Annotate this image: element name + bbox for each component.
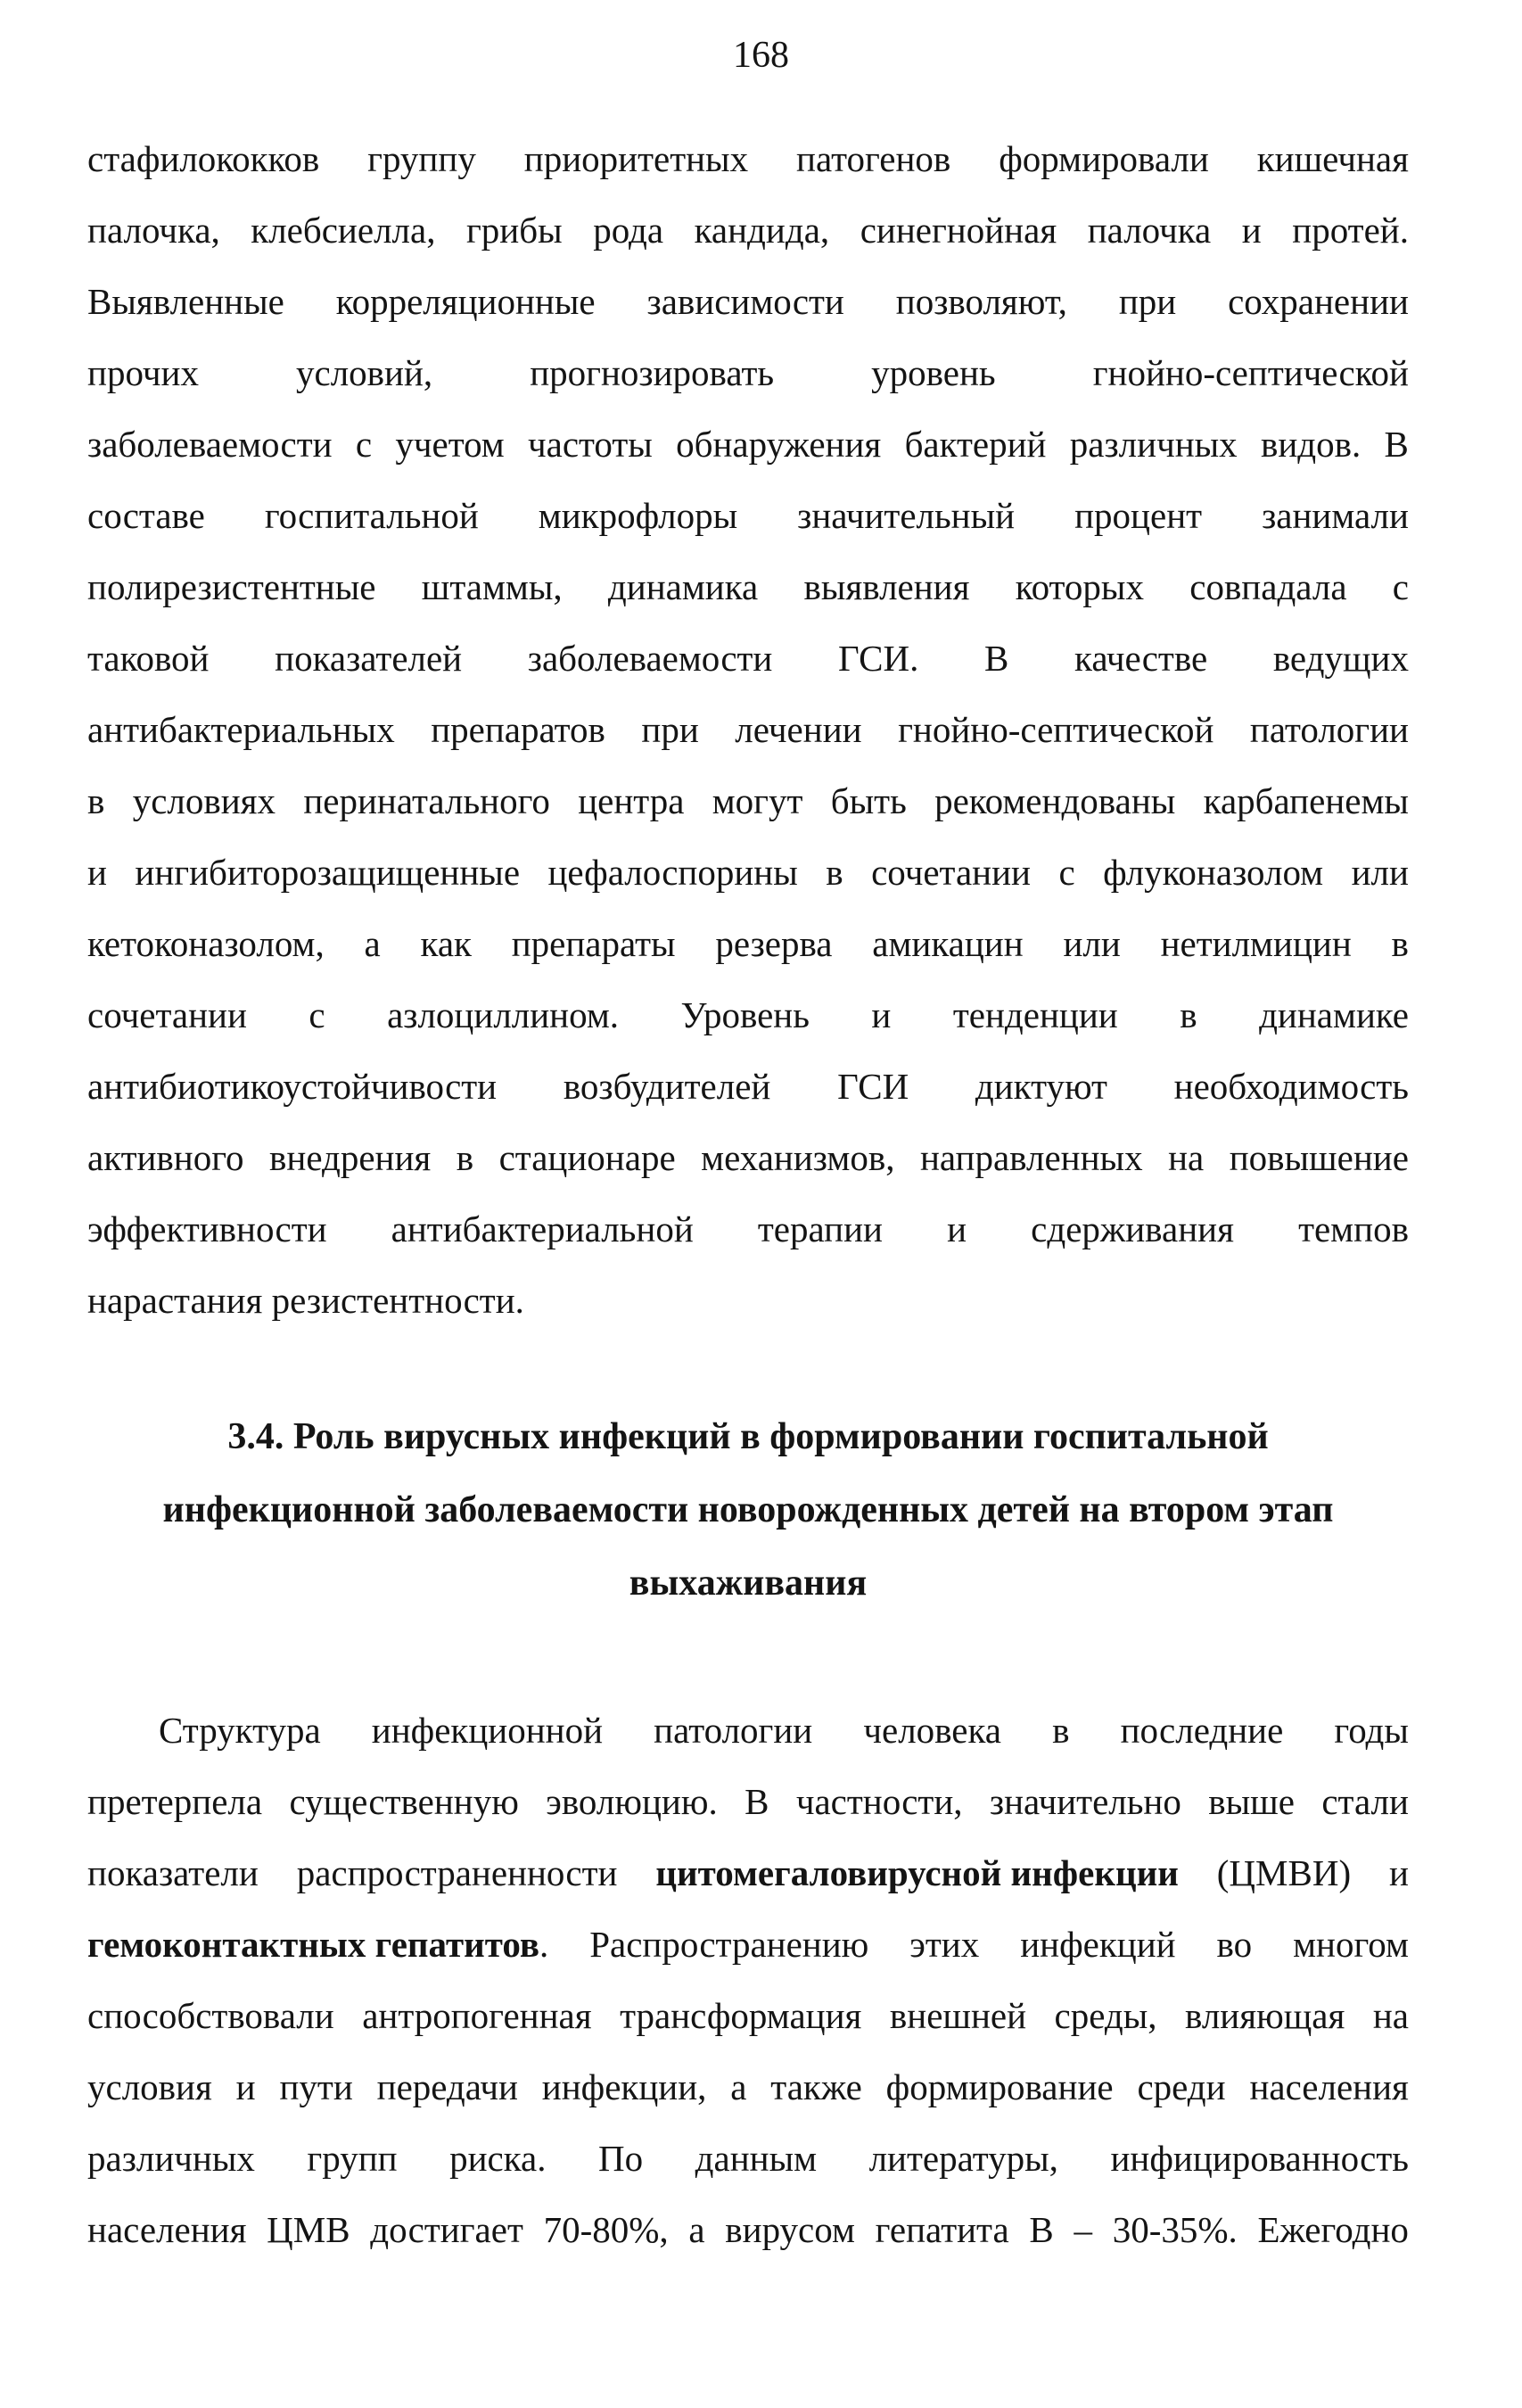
word: патологии (1249, 709, 1409, 750)
word: нетилмицин (1160, 923, 1352, 964)
word: В (745, 1781, 769, 1822)
paragraph-2-line-1 (87, 1695, 1409, 1766)
word: активного (87, 1137, 244, 1178)
word: (ЦМВИ) (1216, 1852, 1352, 1893)
word: при (641, 709, 699, 750)
word: антибиотикоустойчивости (87, 1066, 498, 1107)
word: перинатального (303, 780, 550, 821)
word: антропогенная (362, 1995, 592, 2036)
word: этих (909, 1924, 980, 1965)
word: препараты (511, 923, 676, 964)
word: совпадала (1189, 566, 1347, 607)
word: влияющая (1185, 1995, 1345, 2036)
paragraph-2-line-7 (87, 2123, 1409, 2194)
paragraph-2-line-4 (87, 1909, 1409, 1980)
word: . (539, 1924, 549, 1965)
word: занимали (1262, 495, 1409, 536)
word: или (1351, 852, 1409, 893)
word: пути (279, 2066, 353, 2107)
word: прогнозировать (530, 352, 775, 393)
word: позволяют, (895, 281, 1067, 322)
paragraph-1-line-1 (87, 123, 1409, 194)
word: эволюцию. (546, 1781, 718, 1822)
word: протей. (1292, 210, 1409, 251)
word: лечении (735, 709, 862, 750)
word: резерва (715, 923, 833, 964)
paragraph-1-line-11 (87, 837, 1409, 908)
word: Уровень (680, 994, 810, 1035)
word: рода (593, 210, 664, 251)
word: заболеваемости (527, 638, 773, 679)
word: групп (307, 2138, 398, 2179)
word: достигает (370, 2209, 523, 2250)
word: ГСИ (837, 1066, 909, 1107)
word: направленных (919, 1137, 1143, 1178)
word: с (1392, 566, 1409, 607)
word: необходимость (1173, 1066, 1409, 1107)
word: формирование (885, 2066, 1114, 2107)
word: ГСИ. (838, 638, 919, 679)
word: которых (1015, 566, 1144, 607)
word: По (598, 2138, 644, 2179)
word: повышение (1229, 1137, 1409, 1178)
word: или (1063, 923, 1121, 964)
word: – (1074, 2209, 1092, 2250)
word: а (688, 2209, 705, 2250)
word: и (1389, 1852, 1409, 1893)
word: госпитальной (264, 495, 479, 536)
word: среды, (1054, 1995, 1157, 2036)
word: в (1391, 923, 1409, 964)
section-heading-line-2: инфекционной заболеваемости новорожденных детей на втором этап (162, 1489, 1334, 1530)
word: инфекционной (371, 1710, 604, 1751)
word: сочетании (87, 994, 247, 1035)
word: учетом (395, 424, 505, 465)
word: во (1216, 1924, 1253, 1965)
word: выше (1208, 1781, 1295, 1822)
word: кетоконазолом, (87, 923, 325, 964)
paragraph-1-line-7 (87, 551, 1409, 623)
word: данным (695, 2138, 818, 2179)
word: и (871, 994, 892, 1035)
word: различных (1069, 424, 1238, 465)
word: могут (712, 780, 803, 821)
word: формировали (999, 138, 1209, 179)
word: механизмов, (701, 1137, 895, 1178)
word: претерпела (87, 1781, 263, 1822)
word: эффективности (87, 1208, 327, 1249)
word: 30-35%. (1112, 2209, 1238, 2250)
paragraph-1-line-15 (87, 1122, 1409, 1193)
word: инфицированность (1110, 2138, 1409, 2179)
word: патогенов (796, 138, 951, 179)
word: условиях (132, 780, 276, 821)
word: внешней (889, 1995, 1027, 2036)
paragraph-2-line-8 (87, 2194, 1409, 2265)
word: населения (1249, 2066, 1409, 2107)
word: частности, (795, 1781, 963, 1822)
word: в (456, 1137, 474, 1178)
word: гепатита (875, 2209, 1009, 2250)
word: стафилококков (87, 138, 320, 179)
word: диктуют (975, 1066, 1107, 1107)
word: значительно (989, 1781, 1181, 1822)
paragraph-1-last-text: нарастания резистентности. (87, 1280, 524, 1321)
word: частоты (528, 424, 653, 465)
word: трансформация (620, 1995, 862, 2036)
word: приоритетных (523, 138, 749, 179)
word: Ежегодно (1257, 2209, 1409, 2250)
word: различных (87, 2138, 255, 2179)
word: показатели (87, 1852, 259, 1893)
word: возбудителей (563, 1066, 771, 1107)
word: флуконазолом (1103, 852, 1324, 893)
word: зависимости (646, 281, 844, 322)
word: гнойно-септической (898, 709, 1214, 750)
word: тенденции (952, 994, 1118, 1035)
word: бактерий (904, 424, 1047, 465)
paragraph-1-line-4 (87, 337, 1409, 408)
word: антибактериальных (87, 709, 395, 750)
word: существенную (289, 1781, 519, 1822)
paragraph-1-last-line (87, 1265, 1409, 1336)
word: и (235, 2066, 256, 2107)
word: как (420, 923, 472, 964)
word: цефалоспорины (547, 852, 798, 893)
word: азлоциллином. (387, 994, 620, 1035)
word: среди (1137, 2066, 1226, 2107)
word: патологии (654, 1710, 813, 1751)
word: В (984, 638, 1009, 679)
word: а (364, 923, 381, 964)
word: составе (87, 495, 205, 536)
word: распространенности (296, 1852, 618, 1893)
word: динамика (607, 566, 759, 607)
word: в (1052, 1710, 1070, 1751)
paragraph-1-line-3 (87, 266, 1409, 337)
word: штаммы, (421, 566, 563, 607)
word: В (1384, 424, 1409, 465)
word: сочетании (871, 852, 1031, 893)
word: в (87, 780, 105, 821)
word: обнаружения (676, 424, 882, 465)
bold-term-group (87, 1909, 548, 1980)
word: внедрения (269, 1137, 432, 1178)
word: а (730, 2066, 747, 2107)
word: с (1058, 852, 1075, 893)
word: кишечная (1256, 138, 1409, 179)
word: гнойно-септической (1092, 352, 1409, 393)
word: и (1241, 210, 1262, 251)
word: кандида, (694, 210, 830, 251)
word: Выявленные (87, 281, 284, 322)
word: человека (863, 1710, 1001, 1751)
word: показателей (275, 638, 463, 679)
word: значительный (797, 495, 1016, 536)
word: карбапенемы (1203, 780, 1409, 821)
paragraph-2-line-5 (87, 1980, 1409, 2051)
word: группу (367, 138, 476, 179)
word: ведущих (1272, 638, 1409, 679)
word: условия (87, 2066, 212, 2107)
word: прочих (87, 352, 199, 393)
word: ингибиторозащищенные (135, 852, 521, 893)
word: видов. (1260, 424, 1362, 465)
word: динамике (1259, 994, 1409, 1035)
word: качестве (1074, 638, 1208, 679)
word: с (309, 994, 325, 1035)
paragraph-2 (87, 1695, 1409, 2265)
word: Распространению (589, 1924, 869, 1965)
paragraph-1-line-14 (87, 1051, 1409, 1122)
paragraph-1-line-12 (87, 908, 1409, 979)
word: корреляционные (335, 281, 596, 322)
paragraph-1-line-6 (87, 480, 1409, 551)
word: на (1372, 1995, 1409, 2036)
paragraph-1-line-16 (87, 1193, 1409, 1265)
word: годы (1334, 1710, 1409, 1751)
paragraph-1-line-5 (87, 408, 1409, 480)
word: терапии (757, 1208, 883, 1249)
word: выявления (803, 566, 970, 607)
word: последние (1120, 1710, 1284, 1751)
word: темпов (1298, 1208, 1409, 1249)
word: центра (578, 780, 685, 821)
word: и (947, 1208, 967, 1249)
word: рекомендованы (934, 780, 1176, 821)
word: В (1029, 2209, 1054, 2250)
word: синегнойная (860, 210, 1057, 251)
section-heading-line-3: выхаживания (629, 1563, 868, 1604)
word: полирезистентные (87, 566, 376, 607)
word: стационаре (498, 1137, 676, 1178)
word: амикацин (872, 923, 1024, 964)
word: в (826, 852, 843, 893)
word: передачи (376, 2066, 518, 2107)
paragraph-2-line-3 (87, 1837, 1409, 1909)
word: заболеваемости (87, 424, 333, 465)
word: сохранении (1228, 281, 1409, 322)
word: таковой (87, 638, 210, 679)
word: на (1168, 1137, 1205, 1178)
word: условий, (296, 352, 433, 393)
paragraph-1-line-10 (87, 765, 1409, 837)
word: при (1118, 281, 1177, 322)
word: также (770, 2066, 862, 2107)
paragraph-1-line-9 (87, 694, 1409, 765)
word: быть (830, 780, 907, 821)
bold-term-cmv-infection: цитомегаловирусной инфекции (655, 1852, 1179, 1893)
word: стали (1321, 1781, 1409, 1822)
bold-term-hemocontact-hepatitis: гемоконтактных гепатитов (87, 1924, 539, 1965)
word: инфекции, (541, 2066, 707, 2107)
paragraph-1-line-8 (87, 623, 1409, 694)
word: процент (1074, 495, 1203, 536)
section-heading (87, 1400, 1409, 1620)
word: палочка (1087, 210, 1212, 251)
word: литературы, (868, 2138, 1058, 2179)
word: микрофлоры (538, 495, 738, 536)
paragraph-1 (87, 123, 1409, 1336)
word: инфекций (1020, 1924, 1176, 1965)
word: способствовали (87, 1995, 334, 2036)
word: сдерживания (1031, 1208, 1234, 1249)
word: многом (1293, 1924, 1409, 1965)
word: Структура (159, 1710, 321, 1751)
word: с (355, 424, 373, 465)
word: риска. (449, 2138, 547, 2179)
paragraph-1-line-2 (87, 194, 1409, 266)
paragraph-2-line-6 (87, 2051, 1409, 2123)
word: препаратов (431, 709, 605, 750)
word: и (87, 852, 107, 893)
word: антибактериальной (391, 1208, 694, 1249)
word: ЦМВ (267, 2209, 350, 2250)
paragraph-1-line-13 (87, 979, 1409, 1051)
word: уровень (871, 352, 996, 393)
word: вирусом (725, 2209, 855, 2250)
word: 70-80%, (543, 2209, 669, 2250)
word: грибы (465, 210, 563, 251)
word: клебсиелла, (251, 210, 436, 251)
word: палочка, (87, 210, 220, 251)
section-heading-line-1: 3.4. Роль вирусных инфекций в формировании госпитальной (227, 1416, 1269, 1457)
word: в (1180, 994, 1197, 1035)
word: населения (87, 2209, 247, 2250)
page-number: 168 (733, 35, 789, 76)
paragraph-2-line-2 (87, 1766, 1409, 1837)
